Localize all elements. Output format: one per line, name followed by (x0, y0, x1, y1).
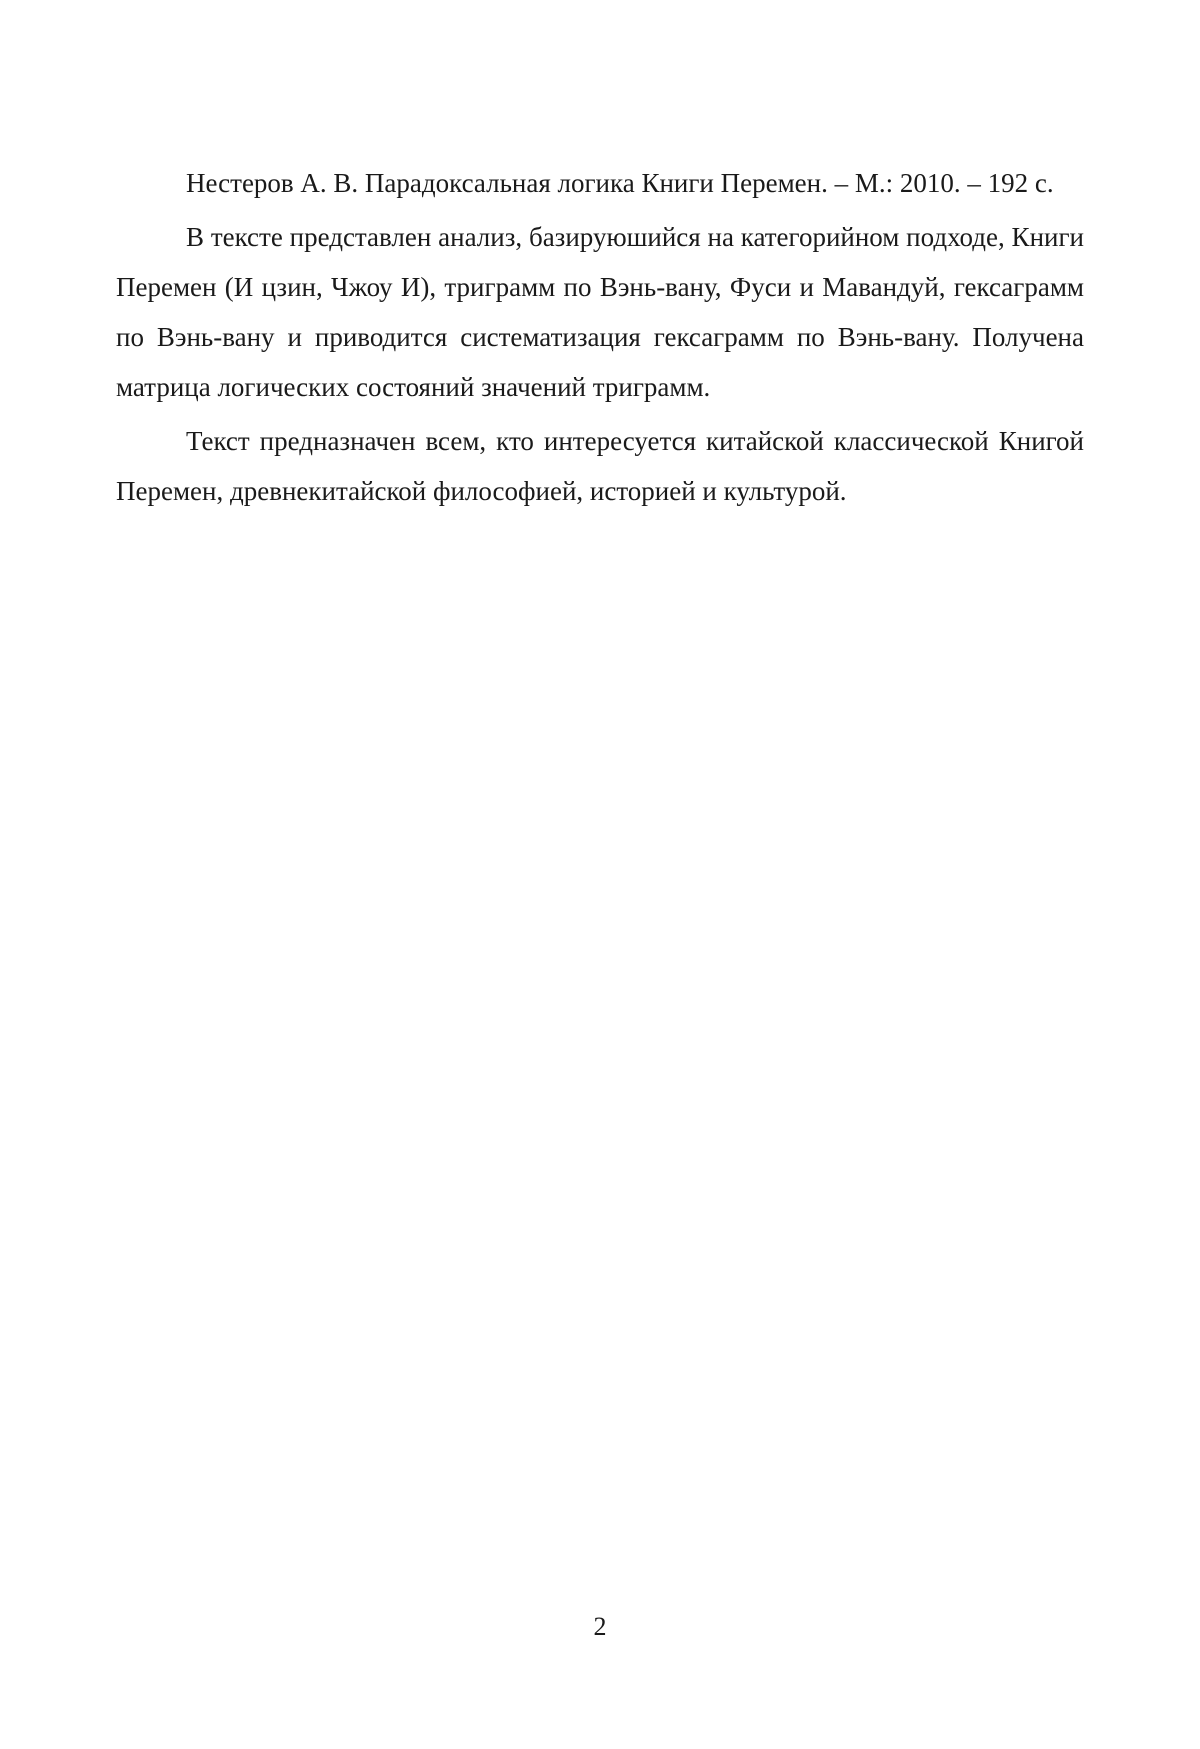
abstract-text-block (116, 158, 1084, 516)
audience-paragraph: Текст предназначен всем, кто интересуется китайской классической Книгой Перемен, древнекитайской философией, историей и культурой. (116, 426, 1084, 506)
abstract-paragraph: В тексте представлен анализ, базируюшийся на категорийном подходе, Книги Перемен (И цзин, Чжоу И), триграмм по Вэнь-вану, Фуси и Мавандуй, гексаграмм по Вэнь-вану и приводится систематизация гексаграмм по Вэнь-вану. Получена матрица логических состояний значений триграмм. (116, 222, 1084, 402)
page-number: 2 (593, 1612, 607, 1641)
bibliographic-reference: Нестеров А. В. Парадоксальная логика Книги Перемен. – М.: 2010. – 192 с. (186, 168, 1054, 198)
